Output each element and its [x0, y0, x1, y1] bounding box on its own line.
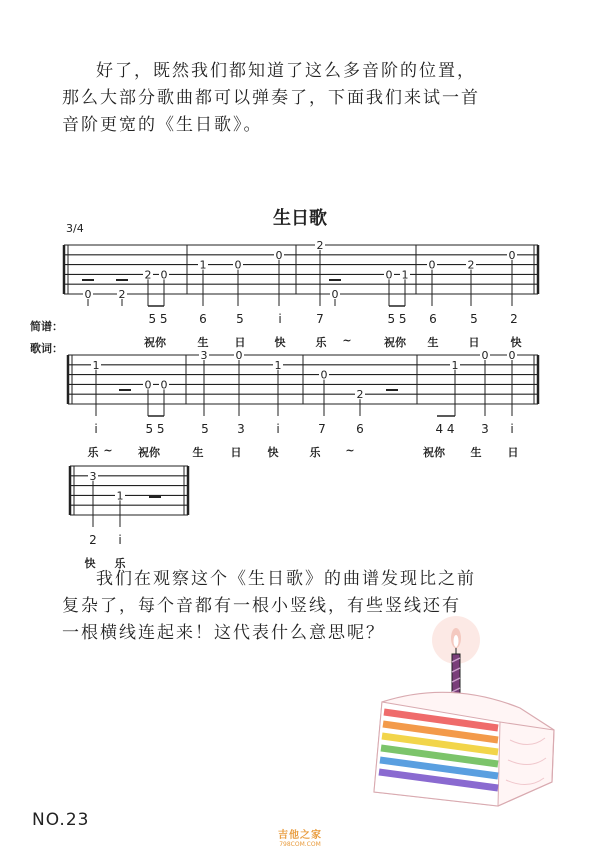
jianpu-note: 5 5 [145, 422, 165, 436]
lyric-syllable: 日 [507, 446, 519, 459]
lyric-syllable: 祝你 [144, 336, 166, 349]
fret-number: 2 [144, 268, 152, 282]
lyric-syllable: 祝你 [384, 336, 406, 349]
jianpu-note: i [278, 312, 282, 326]
fret-number: 0 [84, 288, 92, 301]
fret-number: 1 [199, 258, 207, 272]
lyric-syllable: 快 [510, 336, 522, 349]
fret-number: 0 [160, 268, 168, 282]
lyric-syllable: 生 [192, 446, 204, 459]
lyric-syllable: 日 [234, 336, 246, 349]
birthday-cake-icon [360, 610, 560, 810]
lyric-syllable: 生 [470, 446, 482, 459]
lyric-syllable: 乐 [315, 336, 327, 349]
fret-number: 2 [316, 239, 324, 252]
lyric-syllable: ~ [342, 334, 352, 347]
lyric-syllable: 生 [197, 336, 209, 349]
fret-number: 0 [234, 258, 242, 272]
intro-line-2: 那么大部分歌曲都可以弹奏了，下面我们来试一首 [62, 88, 480, 108]
fret-number: 1 [401, 268, 409, 282]
fret-number: 1 [92, 358, 100, 372]
jianpu-note: i [118, 533, 122, 547]
fret-number: 0 [508, 248, 516, 262]
lyric-syllable: 祝你 [138, 446, 160, 459]
intro-line-3: 音阶更宽的《生日歌》。 [62, 115, 263, 135]
outro-line-3: 一根横线连起来！这代表什么意思呢？ [62, 623, 385, 643]
song-title: 生日歌 [273, 208, 327, 229]
jianpu-note: i [276, 422, 280, 436]
fret-number: 0 [320, 368, 328, 382]
fret-number: 2 [467, 258, 475, 272]
fret-number: 2 [356, 388, 364, 402]
watermark-url: 798COM.COM [279, 841, 321, 848]
jianpu-note: 5 [236, 312, 244, 326]
time-signature: 3/4 [66, 222, 84, 235]
fret-number: 0 [428, 258, 436, 272]
jianpu-note: 6 [429, 312, 437, 326]
jianpu-label: 简谱： [30, 320, 63, 333]
lyric-syllable: 乐 [309, 446, 321, 459]
fret-number: 3 [89, 469, 97, 483]
fret-number: 0 [385, 268, 393, 282]
fret-number: 2 [118, 288, 126, 301]
jianpu-note: 7 [316, 312, 324, 326]
jianpu-note: 5 [201, 422, 209, 436]
lyric-syllable: 快 [274, 336, 286, 349]
lyric-syllable: 快 [84, 557, 96, 570]
lyric-syllable: 快 [267, 446, 279, 459]
lyric-syllable: 乐 [87, 446, 99, 459]
fret-number: 3 [200, 349, 208, 362]
fret-number: 0 [160, 378, 168, 392]
jianpu-note: 3 [481, 422, 489, 436]
fret-number: 1 [274, 358, 282, 372]
jianpu-note: 5 [470, 312, 478, 326]
fret-number: 0 [144, 378, 152, 392]
fret-number: 0 [275, 248, 283, 262]
jianpu-note: 4 4 [435, 422, 455, 436]
fret-number: 0 [481, 349, 489, 362]
outro-line-2: 复杂了，每个音都有一根小竖线，有些竖线还有 [62, 596, 461, 616]
fret-number: 1 [116, 489, 124, 503]
outro-line-1: 我们在观察这个《生日歌》的曲谱发现比之前 [96, 569, 476, 589]
jianpu-note: 5 5 [148, 312, 168, 326]
jianpu-note: 6 [199, 312, 207, 326]
lyric-syllable: 生 [427, 336, 439, 349]
lyric-syllable: ~ [345, 444, 355, 457]
jianpu-note: 3 [237, 422, 245, 436]
page-number: NO.23 [32, 810, 90, 830]
jianpu-note: 5 5 [387, 312, 407, 326]
fret-number: 0 [331, 288, 339, 301]
fret-number: 0 [508, 349, 516, 362]
watermark-text: 吉他之家 [278, 830, 322, 841]
intro-line-1: 好了，既然我们都知道了这么多音阶的位置， [96, 61, 476, 81]
jianpu-note: 7 [318, 422, 326, 436]
fret-number: 1 [451, 358, 459, 372]
jianpu-note: 2 [89, 533, 97, 547]
lyric-syllable: 日 [468, 336, 480, 349]
fret-number: 0 [235, 349, 243, 362]
jianpu-note: i [510, 422, 514, 436]
jianpu-note: i [94, 422, 98, 436]
lyric-syllable: 日 [230, 446, 242, 459]
lyric-syllable: 乐 [114, 557, 126, 570]
lyric-syllable: 祝你 [423, 446, 445, 459]
jianpu-note: 2 [510, 312, 518, 326]
jianpu-note: 6 [356, 422, 364, 436]
watermark-logo [0, 826, 600, 848]
lyrics-label: 歌词： [30, 342, 63, 355]
lyric-syllable: ~ [103, 444, 113, 457]
